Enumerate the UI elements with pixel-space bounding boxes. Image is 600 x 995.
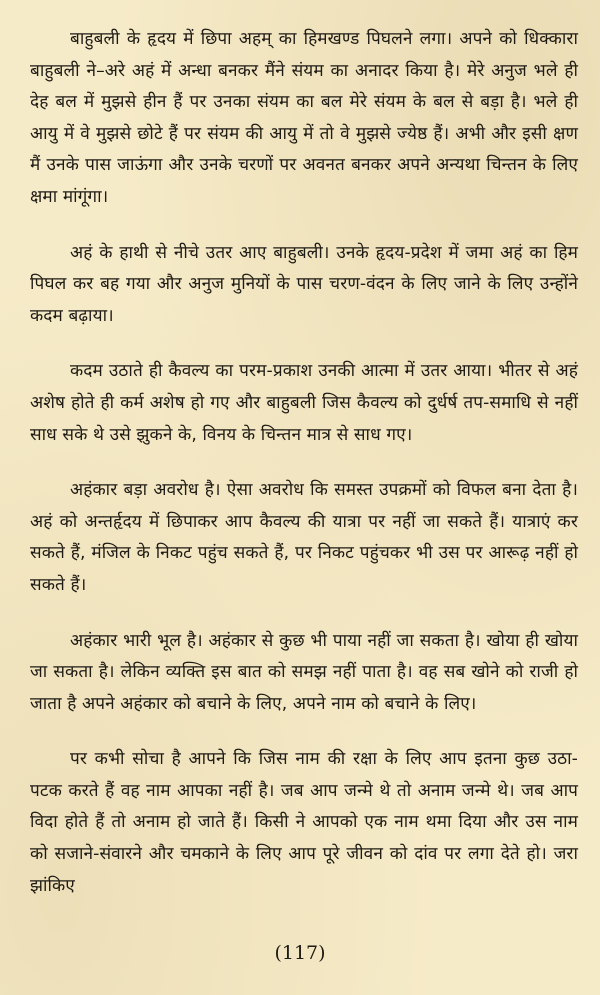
page-number: (117)	[274, 942, 326, 964]
paragraph-3: कदम उठाते ही कैवल्य का परम-प्रकाश उनकी आत्मा में उतर आया। भीतर से अहं अशेष होते ही कर्म अशेष हो गए और बाहुबली जिस कैवल्य को दुर्धर्ष तप-समाधि से नहीं साध सके थे उसे झुकने के, विनय के चिन्तन मात्र से साध गए।	[30, 361, 578, 445]
paragraph-4: अहंकार बड़ा अवरोध है। ऐसा अवरोध कि समस्त उपक्रमों को विफल बना देता है। अहं को अन्तर्हृदय में छिपाकर आप कैवल्य की यात्रा पर नहीं जा सकते हैं। यात्राएं कर सकते हैं, मंजिल के निकट पहुंच सकते हैं, पर निकट पहुंचकर भी उस पर आरूढ़ नहीं हो सकते हैं।	[30, 480, 578, 595]
paragraph-2: अहं के हाथी से नीचे उतर आए बाहुबली। उनके हृदय-प्रदेश में जमा अहं का हिम पिघल कर बह गया और अनुज मुनियों के पास चरण-वंदन के लिए जाने के लिए उन्होंने कदम बढ़ाया।	[30, 242, 578, 326]
paragraph-1: बाहुबली के हृदय में छिपा अहम् का हिमखण्ड पिघलने लगा। अपने को धिक्कारा बाहुबली ने–अरे अहं में अन्धा बनकर मैंने संयम का अनादर किया है। मेरे अनुज भले ही देह बल में मुझसे हीन हैं पर उनका संयम का बल मेरे संयम के बल से बड़ा है। भले ही आयु में वे मुझसे छोटे हैं पर संयम की आयु में तो वे मुझसे ज्येष्ठ हैं। अभी और इसी क्षण मैं उनके पास जाऊंगा और उनके चरणों पर अवनत बनकर अपने अन्यथा चिन्तन के लिए क्षमा मांगूंगा।	[30, 29, 578, 207]
paragraph-5: अहंकार भारी भूल है। अहंकार से कुछ भी पाया नहीं जा सकता है। खोया ही खोया जा सकता है। लेकिन व्यक्ति इस बात को समझ नहीं पाता है। वह सब खोने को राजी हो जाता है अपने अहंकार को बचाने के लिए, अपने नाम को बचाने के लिए।	[30, 630, 578, 714]
paragraph-6: पर कभी सोचा है आपने कि जिस नाम की रक्षा के लिए आप इतना कुछ उठा-पटक करते हैं वह नाम आपका नहीं है। जब आप जन्मे थे तो अनाम जन्मे थे। जब आप विदा होते हैं तो अनाम हो जाते हैं। किसी ने आपको एक नाम थमा दिया और उस नाम को सजाने-संवारने और चमकाने के लिए आप पूरे जीवन को दांव पर लगा देते हो। जरा झांकिए	[30, 749, 578, 896]
